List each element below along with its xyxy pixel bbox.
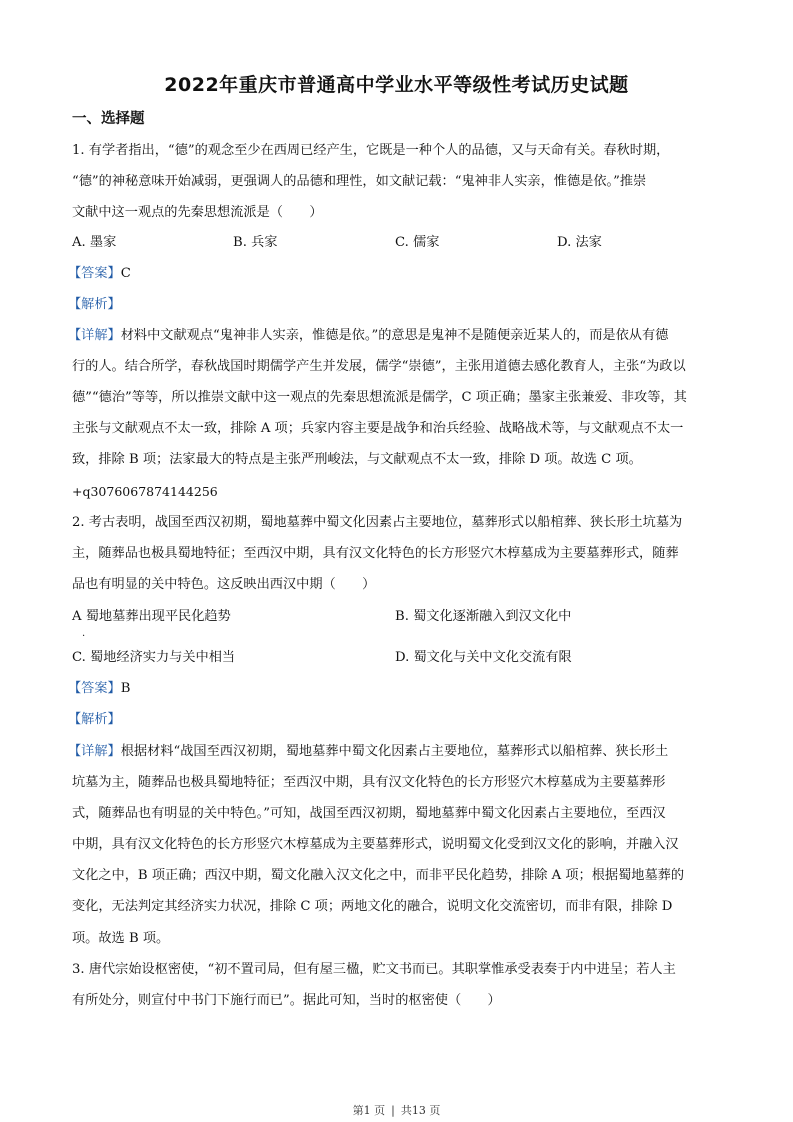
- answer-value: C: [120, 266, 131, 281]
- q2-detail-line-3: 式，随葬品也有明显的关中特色。”可知，战国至西汉初期，蜀地墓葬中蜀文化因素占主要地位，至西汉: [72, 806, 666, 821]
- q2-detail-line-4: 中期，具有汉文化特色的长方形竖穴木椁墓成为主要墓葬形式，说明蜀文化受到汉文化的影响，并融入汉: [72, 837, 679, 852]
- q1-detail-line-3: 德”“德治”等等，所以推崇文献中这一观点的先秦思想流派是儒学，C 项正确；墨家主张兼爱、非攻等，其: [72, 390, 687, 405]
- q1-detail-line-5: 致，排除 B 项；法家最大的特点是主张严刑峻法，与文献观点不太一致，排除 D 项。故选 C 项。: [72, 452, 642, 467]
- q1-option-b: B. 兵家: [233, 235, 278, 250]
- q1-detail-line-2: 行的人。结合所学，春秋战国时期儒学产生并发展，儒学“崇德”，主张用道德去感化教育人，主张“为政以: [72, 359, 686, 374]
- question-1-line-3: 文献中这一观点的先秦思想流派是（ ）: [72, 205, 323, 220]
- detail-tag: 【详解】: [68, 744, 121, 759]
- q2-detail-line-7: 项。故选 B 项。: [72, 931, 170, 946]
- q2-option-c: C. 蜀地经济实力与关中相当: [72, 650, 236, 665]
- page-title: 2022年重庆市普通高中学业水平等级性考试历史试题: [164, 74, 629, 96]
- detail-tag: 【详解】: [68, 328, 121, 343]
- answer-tag: 【答案】: [68, 266, 121, 281]
- q2-answer: [68, 679, 130, 699]
- question-1-line-1: 1. 有学者指出，“德”的观念至少在西周已经产生，它既是一种个人的品德，又与天命有关。春秋时期，: [72, 143, 670, 158]
- q1-extra-code: +q3076067874144256: [72, 484, 218, 499]
- q1-option-c: C. 儒家: [395, 235, 440, 250]
- question-2-line-3: 品也有明显的关中特色。这反映出西汉中期（ ）: [72, 577, 376, 592]
- footer-separator: |: [391, 1104, 395, 1117]
- q2-detail-line-2: 坑墓为主，随葬品也极具蜀地特征；至西汉中期，具有汉文化特色的长方形竖穴木椁墓成为主要墓葬形: [72, 775, 666, 790]
- q2-detail-line-5: 文化之中，B 项正确；西汉中期，蜀文化融入汉文化之中，而非平民化趋势，排除 A 项；根据蜀地墓葬的: [72, 868, 685, 883]
- q1-analysis-tag: 【解析】: [68, 297, 121, 312]
- page-footer: [0, 1102, 793, 1118]
- section-heading: 一、选择题: [72, 111, 145, 127]
- question-3-line-1: 3. 唐代宗始设枢密使，“初不置司局，但有屋三楹，贮文书而已。其职掌惟承受表奏于内中进呈；若人主: [72, 962, 676, 977]
- option-dot-mark: .: [82, 628, 86, 639]
- q1-answer: [68, 264, 131, 284]
- q1-option-a: A. 墨家: [72, 235, 117, 250]
- q2-analysis-tag: 【解析】: [68, 712, 121, 727]
- q2-option-b: B. 蜀文化逐渐融入到汉文化中: [395, 609, 572, 624]
- q1-option-d: D. 法家: [557, 235, 602, 250]
- q2-option-d: D. 蜀文化与关中文化交流有限: [395, 650, 572, 665]
- question-2-line-1: 2. 考古表明，战国至西汉初期，蜀地墓葬中蜀文化因素占主要地位，墓葬形式以船棺葬、狭长形土坑墓为: [72, 515, 683, 530]
- question-2-line-2: 主，随葬品也极具蜀地特征；至西汉中期，具有汉文化特色的长方形竖穴木椁墓成为主要墓葬形式，随葬: [72, 546, 679, 561]
- q2-option-a: A 蜀地墓葬出现平民化趋势: [72, 609, 231, 624]
- q1-detail-line-1: [68, 326, 668, 346]
- detail-text: 材料中文献观点“鬼神非人实亲，惟德是依。”的意思是鬼神不是随便亲近某人的，而是依从有德: [120, 328, 669, 343]
- page-number: 第1 页: [352, 1104, 386, 1117]
- answer-value: B: [120, 681, 131, 696]
- q2-detail-line-6: 变化，无法判定其经济实力状况，排除 C 项；两地文化的融合，说明文化交流密切，而非有限，排除 D: [72, 899, 673, 914]
- detail-text: 根据材料“战国至西汉初期，蜀地墓葬中蜀文化因素占主要地位，墓葬形式以船棺葬、狭长形土: [120, 744, 669, 759]
- answer-tag: 【答案】: [68, 681, 121, 696]
- question-3-line-2: 有所处分，则宣付中书门下施行而已”。据此可知，当时的枢密使（ ）: [72, 993, 501, 1008]
- page-total: 共13 页: [400, 1104, 441, 1117]
- q1-detail-line-4: 主张与文献观点不太一致，排除 A 项；兵家内容主要是战争和治兵经验、战略战术等，与文献观点不太一: [72, 421, 684, 436]
- q2-detail-line-1: [68, 742, 668, 762]
- question-1-line-2: “德”的神秘意味开始减弱，更强调人的品德和理性，如文献记载：“鬼神非人实亲，惟德是依。”推崇: [72, 174, 647, 189]
